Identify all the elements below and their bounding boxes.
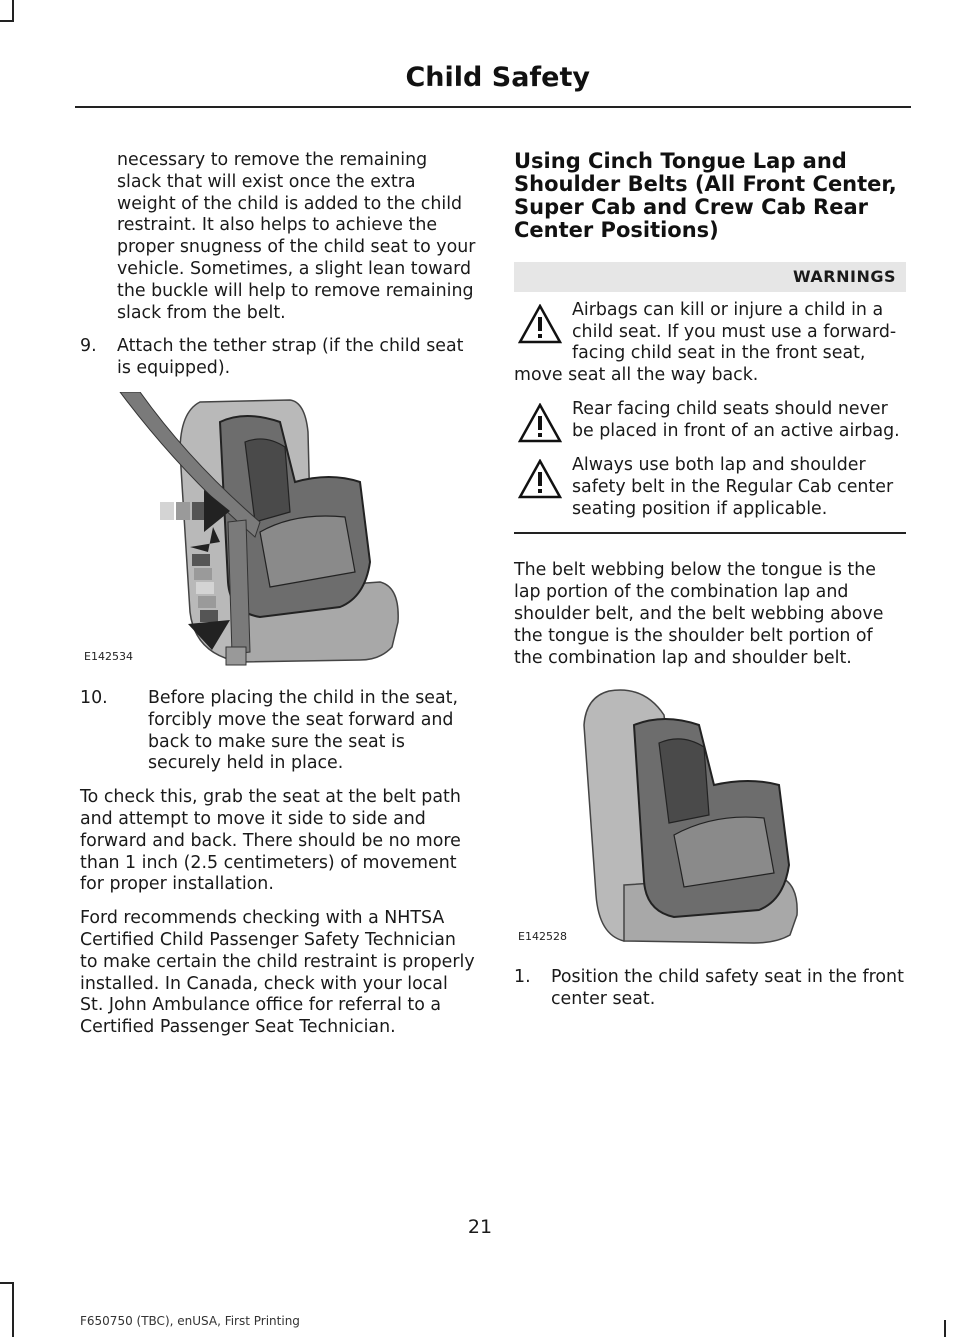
check-paragraph: To check this, grab the seat at the belt path and attempt to move it side to side and forward and back. There should be no more than 1 inch (2.5 centimeters) of movement for proper installation. xyxy=(80,787,461,895)
warning-triangle-icon xyxy=(518,304,562,344)
header-rule xyxy=(75,106,911,108)
step-text: Position the child safety seat in the front center seat. xyxy=(551,967,904,1010)
right-column xyxy=(514,150,906,1023)
crop-mark xyxy=(0,1282,14,1284)
figure-code: E142528 xyxy=(518,929,567,943)
crop-mark xyxy=(12,0,14,22)
warning-item xyxy=(514,455,906,520)
warning-item xyxy=(514,399,906,443)
step-number: 9. xyxy=(80,336,97,357)
step-10 xyxy=(80,688,476,775)
left-column xyxy=(80,150,476,1051)
warning-triangle-icon xyxy=(518,403,562,443)
child-seat-illustration xyxy=(514,685,906,947)
crop-mark xyxy=(12,1282,14,1337)
crop-mark xyxy=(0,20,14,22)
warnings-heading: WARNINGS xyxy=(514,262,906,292)
step-1 xyxy=(514,967,906,1011)
step-text: Before placing the child in the seat, forcibly move the seat forward and back to make sure the seat is securely held in place. xyxy=(148,687,458,774)
crop-mark xyxy=(944,1320,946,1337)
warning-text: Rear facing child seats should never be placed in front of an active airbag. xyxy=(572,398,900,441)
step-number: 1. xyxy=(514,967,531,988)
print-info: F650750 (TBC), enUSA, First Printing xyxy=(80,1314,300,1328)
warning-text: Airbags can kill or injure a child in a child seat. If you must use a forward-facing child seat in the front seat, move seat all the way back. xyxy=(514,299,897,386)
webbing-paragraph: The belt webbing below the tongue is the lap portion of the combination lap and shoulder belt, and the belt webbing above the tongue is the shoulder belt portion of the combination lap and shoulder belt. xyxy=(514,560,884,668)
step-9 xyxy=(80,336,476,380)
continuation-paragraph: necessary to remove the remaining slack that will exist once the extra weight of the child is added to the child restraint. It also helps to achieve the proper snugness of the child seat to your vehicle. Sometimes, a slight lean toward the buckle will help to remove remaining slack from the belt. xyxy=(117,150,476,323)
figure-tether-strap xyxy=(80,392,476,668)
warning-triangle-icon xyxy=(518,459,562,499)
step-number: 10. xyxy=(80,687,108,708)
step-text: Attach the tether strap (if the child seat is equipped). xyxy=(117,336,464,379)
figure-code: E142534 xyxy=(84,650,133,664)
section-title: Using Cinch Tongue Lap and Shoulder Belts (All Front Center, Super Cab and Crew Cab Rear Center Positions) xyxy=(514,149,897,242)
child-seat-tether-illustration xyxy=(80,392,476,668)
ford-recommendation-paragraph: Ford recommends checking with a NHTSA Certified Child Passenger Safety Technician to make certain the child restraint is properly installed. In Canada, check with your local St. John Ambulance office for referral to a Certified Passenger Seat Technician. xyxy=(80,908,475,1038)
warning-item xyxy=(514,300,906,387)
warning-text: Always use both lap and shoulder safety belt in the Regular Cab center seating position if applicable. xyxy=(572,454,894,519)
figure-child-seat xyxy=(514,685,906,947)
warnings-divider xyxy=(514,532,906,534)
page-title: Child Safety xyxy=(405,62,590,93)
page-number: 21 xyxy=(467,1216,493,1238)
